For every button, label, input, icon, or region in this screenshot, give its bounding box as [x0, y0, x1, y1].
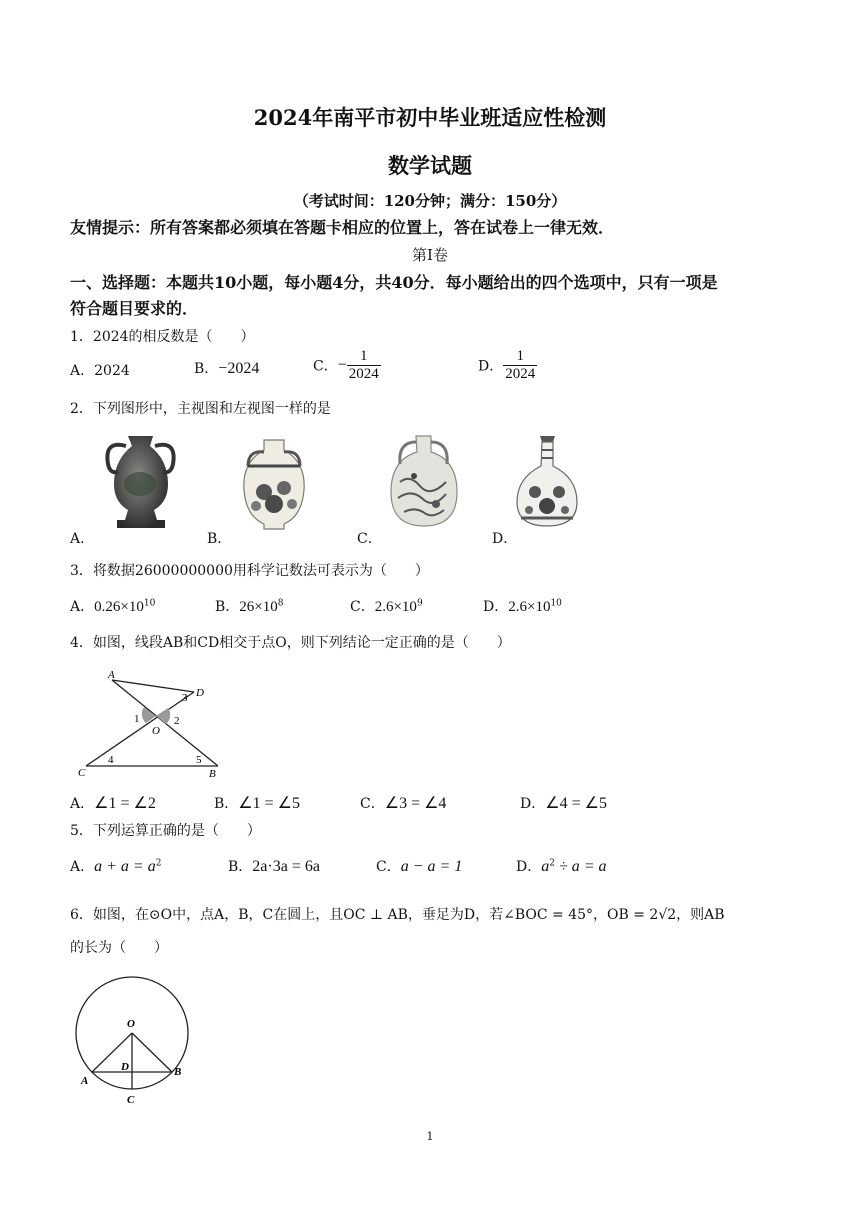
vase-amphora-image [238, 436, 310, 531]
question-5-option-a: A．$a + a = a^2$ [70, 858, 162, 875]
angle-5-label: 5 [196, 754, 202, 766]
vase-flask-image [386, 432, 461, 532]
tip-text: 友情提示：所有答案都必须填在答题卡相应的位置上，答在试卷上一律无效． [70, 218, 615, 237]
question-6-stem-line1: 6．如图，在⊙O中，点A，B，C在圆上，且OC ⊥ AB，垂足为D，若∠BOC = 45°，OB = 2√2，则AB [70, 907, 725, 923]
question-6-stem-line2: 的长为（ ） [70, 940, 168, 956]
question-2-stem: 2．下列图形中，主视图和左视图一样的是 [70, 401, 331, 417]
page-subtitle: 数学试题 [388, 153, 472, 178]
question-1-stem: 1．2024的相反数是（ ） [70, 329, 255, 345]
question-2-option-b: B． [207, 531, 232, 547]
point-b-label: B [209, 768, 216, 780]
question-5-stem: 5．下列运算正确的是（ ） [70, 823, 261, 839]
circle-chord-figure [72, 976, 202, 1106]
vase-ornate-image [98, 430, 183, 535]
question-1-option-a: A．2024 [70, 363, 130, 379]
point-a-label: A [81, 1075, 89, 1087]
question-5-option-c: C．a − a = 1 [376, 858, 463, 875]
question-2-option-a: A． [70, 531, 95, 547]
page-title: 2024年南平市初中毕业班适应性检测 [253, 105, 607, 130]
angle-2-arc [156, 708, 170, 724]
question-4-stem: 4．如图，线段AB和CD相交于点O，则下列结论一定正确的是（ ） [70, 635, 511, 651]
segment-ob [132, 1033, 172, 1072]
point-c-label: C [78, 767, 86, 779]
point-d-label: D [196, 687, 204, 699]
question-5-option-d: D．$a^2 \div a = a$ [516, 858, 607, 875]
exam-info: （考试时间：120分钟；满分：150分） [293, 192, 567, 210]
angle-4-label: 4 [108, 754, 114, 766]
section-heading-line2: 符合题目要求的． [70, 299, 199, 318]
question-3-option-d: D．$2.6\times 10^{10}$ [483, 598, 562, 615]
question-2-option-c: C． [357, 531, 382, 547]
section-heading-line1: 一、选择题：本题共10小题，每小题4分，共40分．每小题给出的四个选项中，只有一项是 [70, 273, 718, 292]
question-5-option-b: B．2a·3a = 6a [228, 858, 320, 875]
vase-bottle-image [515, 432, 580, 532]
point-b-label: B [174, 1066, 182, 1078]
question-3-stem: 3．将数据26000000000用科学记数法可表示为（ ） [70, 563, 429, 579]
question-1-option-b: B．−2024 [194, 360, 260, 377]
point-o-label: O [152, 725, 160, 737]
angle-2-label: 2 [174, 715, 180, 727]
question-2-option-d: D． [492, 531, 518, 547]
volume-label: 第Ⅰ卷 [412, 246, 448, 264]
angle-1-label: 1 [134, 713, 140, 725]
question-3-option-b: B．$26\times 10^8$ [215, 598, 284, 615]
question-4-option-c: C．∠3 = ∠4 [360, 795, 447, 812]
question-4-option-a: A．∠1 = ∠2 [70, 795, 156, 812]
question-3-option-a: A．$0.26\times 10^{10}$ [70, 598, 156, 615]
angle-3-label: 3 [182, 692, 188, 704]
intersecting-segments-figure [72, 666, 232, 781]
question-4-option-b: B．∠1 = ∠5 [214, 795, 301, 812]
page-number: 1 [426, 1130, 434, 1143]
point-c-label: C [127, 1094, 135, 1106]
point-d-label: D [121, 1061, 129, 1073]
question-3-option-c: C．$2.6\times 10^9$ [350, 598, 423, 615]
point-o-label: O [127, 1018, 135, 1030]
question-1-option-d: D． $\frac{1}{2024}$ [478, 348, 536, 382]
point-a-label: A [108, 669, 115, 681]
question-4-option-d: D．∠4 = ∠5 [520, 795, 607, 812]
question-1-option-c: C．− $\frac{1}{2024}$ [313, 348, 379, 382]
